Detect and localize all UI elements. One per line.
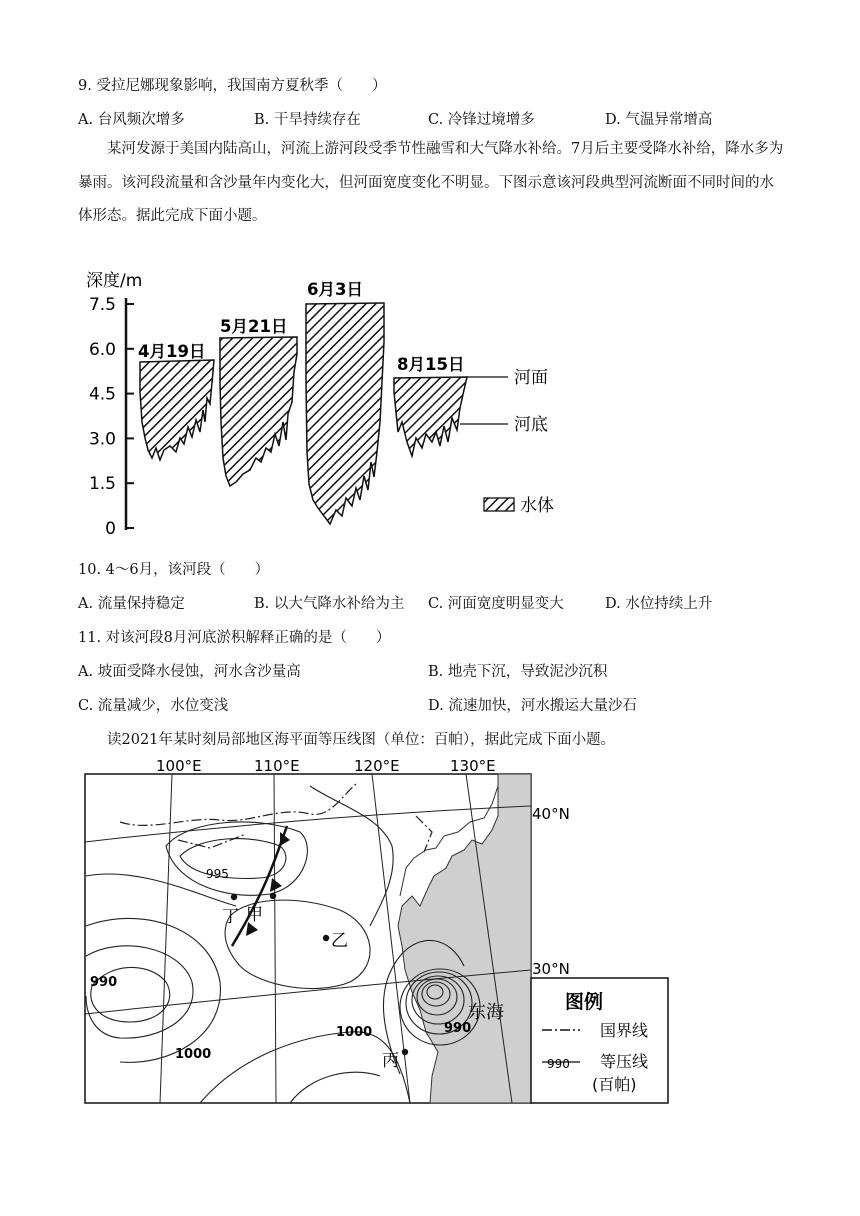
date-label-apr19: 4月19日	[138, 342, 206, 361]
isobar-label-1000-west: 1000	[175, 1047, 212, 1062]
legend-border-label: 国界线	[600, 1021, 649, 1040]
passage-river: 某河发源于美国内陆高山，河流上游河段受季节性融雪和大气降水补给。7月后主要受降水补给，降水多为暴雨。该河段流量和含沙量年内变化大，但河面宽度变化不明显。下图示意该河段典型河流断面不同时间的水体形态。据此完成下面小题。	[78, 141, 784, 224]
point-bing	[402, 1049, 408, 1055]
question-9-stem: 9. 受拉尼娜现象影响，我国南方夏秋季（ ）	[78, 78, 387, 94]
isobar-label-990-west: 990	[90, 975, 118, 990]
legend-water-label: 水体	[520, 496, 554, 516]
date-label-may21: 5月21日	[220, 317, 288, 336]
date-label-jun3: 6月3日	[307, 280, 363, 299]
y-tick-label: 1.5	[88, 474, 116, 495]
water-body-may21	[220, 337, 297, 486]
y-tick-label: 6.0	[88, 339, 116, 360]
q10-option-b: B. 以大气降水补给为主	[254, 596, 405, 612]
y-tick-label: 0	[105, 519, 116, 539]
y-axis-label: 深度/m	[86, 271, 143, 291]
q10-option-c: C. 河面宽度明显变大	[428, 596, 564, 612]
lat-label-30n: 30°N	[532, 960, 570, 978]
point-yi	[323, 935, 329, 941]
y-tick-label: 4.5	[88, 384, 116, 405]
label-yi: 乙	[331, 931, 348, 951]
q9-option-b: B. 干旱持续存在	[254, 112, 361, 128]
lon-label-110e: 110°E	[254, 757, 300, 775]
label-ding: 丁	[222, 907, 239, 927]
y-tick-label: 7.5	[88, 295, 116, 315]
label-east-china-sea: 东海	[468, 1002, 504, 1023]
isobar-label-995: 995	[206, 867, 229, 881]
q10-option-d: D. 水位持续上升	[605, 596, 713, 612]
water-body-aug15	[394, 377, 467, 456]
label-bing: 丙	[382, 1051, 399, 1071]
q11-option-a: A. 坡面受降水侵蚀，河水含沙量高	[78, 664, 301, 680]
y-tick-label: 3.0	[88, 429, 116, 450]
isobar-label-990-east: 990	[444, 1021, 472, 1036]
lon-label-120e: 120°E	[354, 757, 400, 775]
legend-isobar-sample-value: 990	[547, 1057, 570, 1071]
label-river-surface: 河面	[514, 368, 548, 388]
point-jia	[270, 893, 276, 899]
legend-water-swatch	[484, 498, 514, 511]
q11-option-c: C. 流量减少，水位变浅	[78, 698, 229, 714]
legend-isobar-unit: (百帕)	[592, 1075, 637, 1094]
isobar-map-figure	[80, 756, 680, 1108]
question-10-stem: 10. 4～6月，该河段（ ）	[78, 562, 270, 578]
q11-option-d: D. 流速加快，河水搬运大量沙石	[428, 698, 637, 714]
water-body-jun3	[306, 303, 384, 524]
q9-option-c: C. 冷锋过境增多	[428, 112, 535, 128]
lon-label-100e: 100°E	[156, 757, 202, 775]
lat-label-40n: 40°N	[532, 805, 570, 823]
label-jia: 甲	[246, 905, 263, 925]
q9-option-a: A. 台风频次增多	[78, 112, 185, 128]
q11-option-b: B. 地壳下沉，导致泥沙沉积	[428, 664, 608, 680]
legend-isobar-label: 等压线	[600, 1052, 649, 1071]
label-river-bottom: 河底	[514, 415, 548, 435]
q9-option-d: D. 气温异常增高	[605, 112, 713, 128]
isobar-label-1000-east: 1000	[336, 1025, 373, 1040]
question-11-stem: 11. 对该河段8月河底淤积解释正确的是（ ）	[78, 630, 391, 646]
water-body-apr19	[140, 360, 214, 460]
q10-option-a: A. 流量保持稳定	[78, 596, 185, 612]
river-cross-section-figure	[80, 262, 580, 542]
legend-title: 图例	[565, 991, 604, 1013]
date-label-aug15: 8月15日	[397, 355, 465, 374]
point-ding	[231, 894, 237, 900]
passage-isobar-map: 读2021年某时刻局部地区海平面等压线图（单位：百帕），据此完成下面小题。	[107, 732, 616, 748]
lon-label-130e: 130°E	[450, 757, 496, 775]
